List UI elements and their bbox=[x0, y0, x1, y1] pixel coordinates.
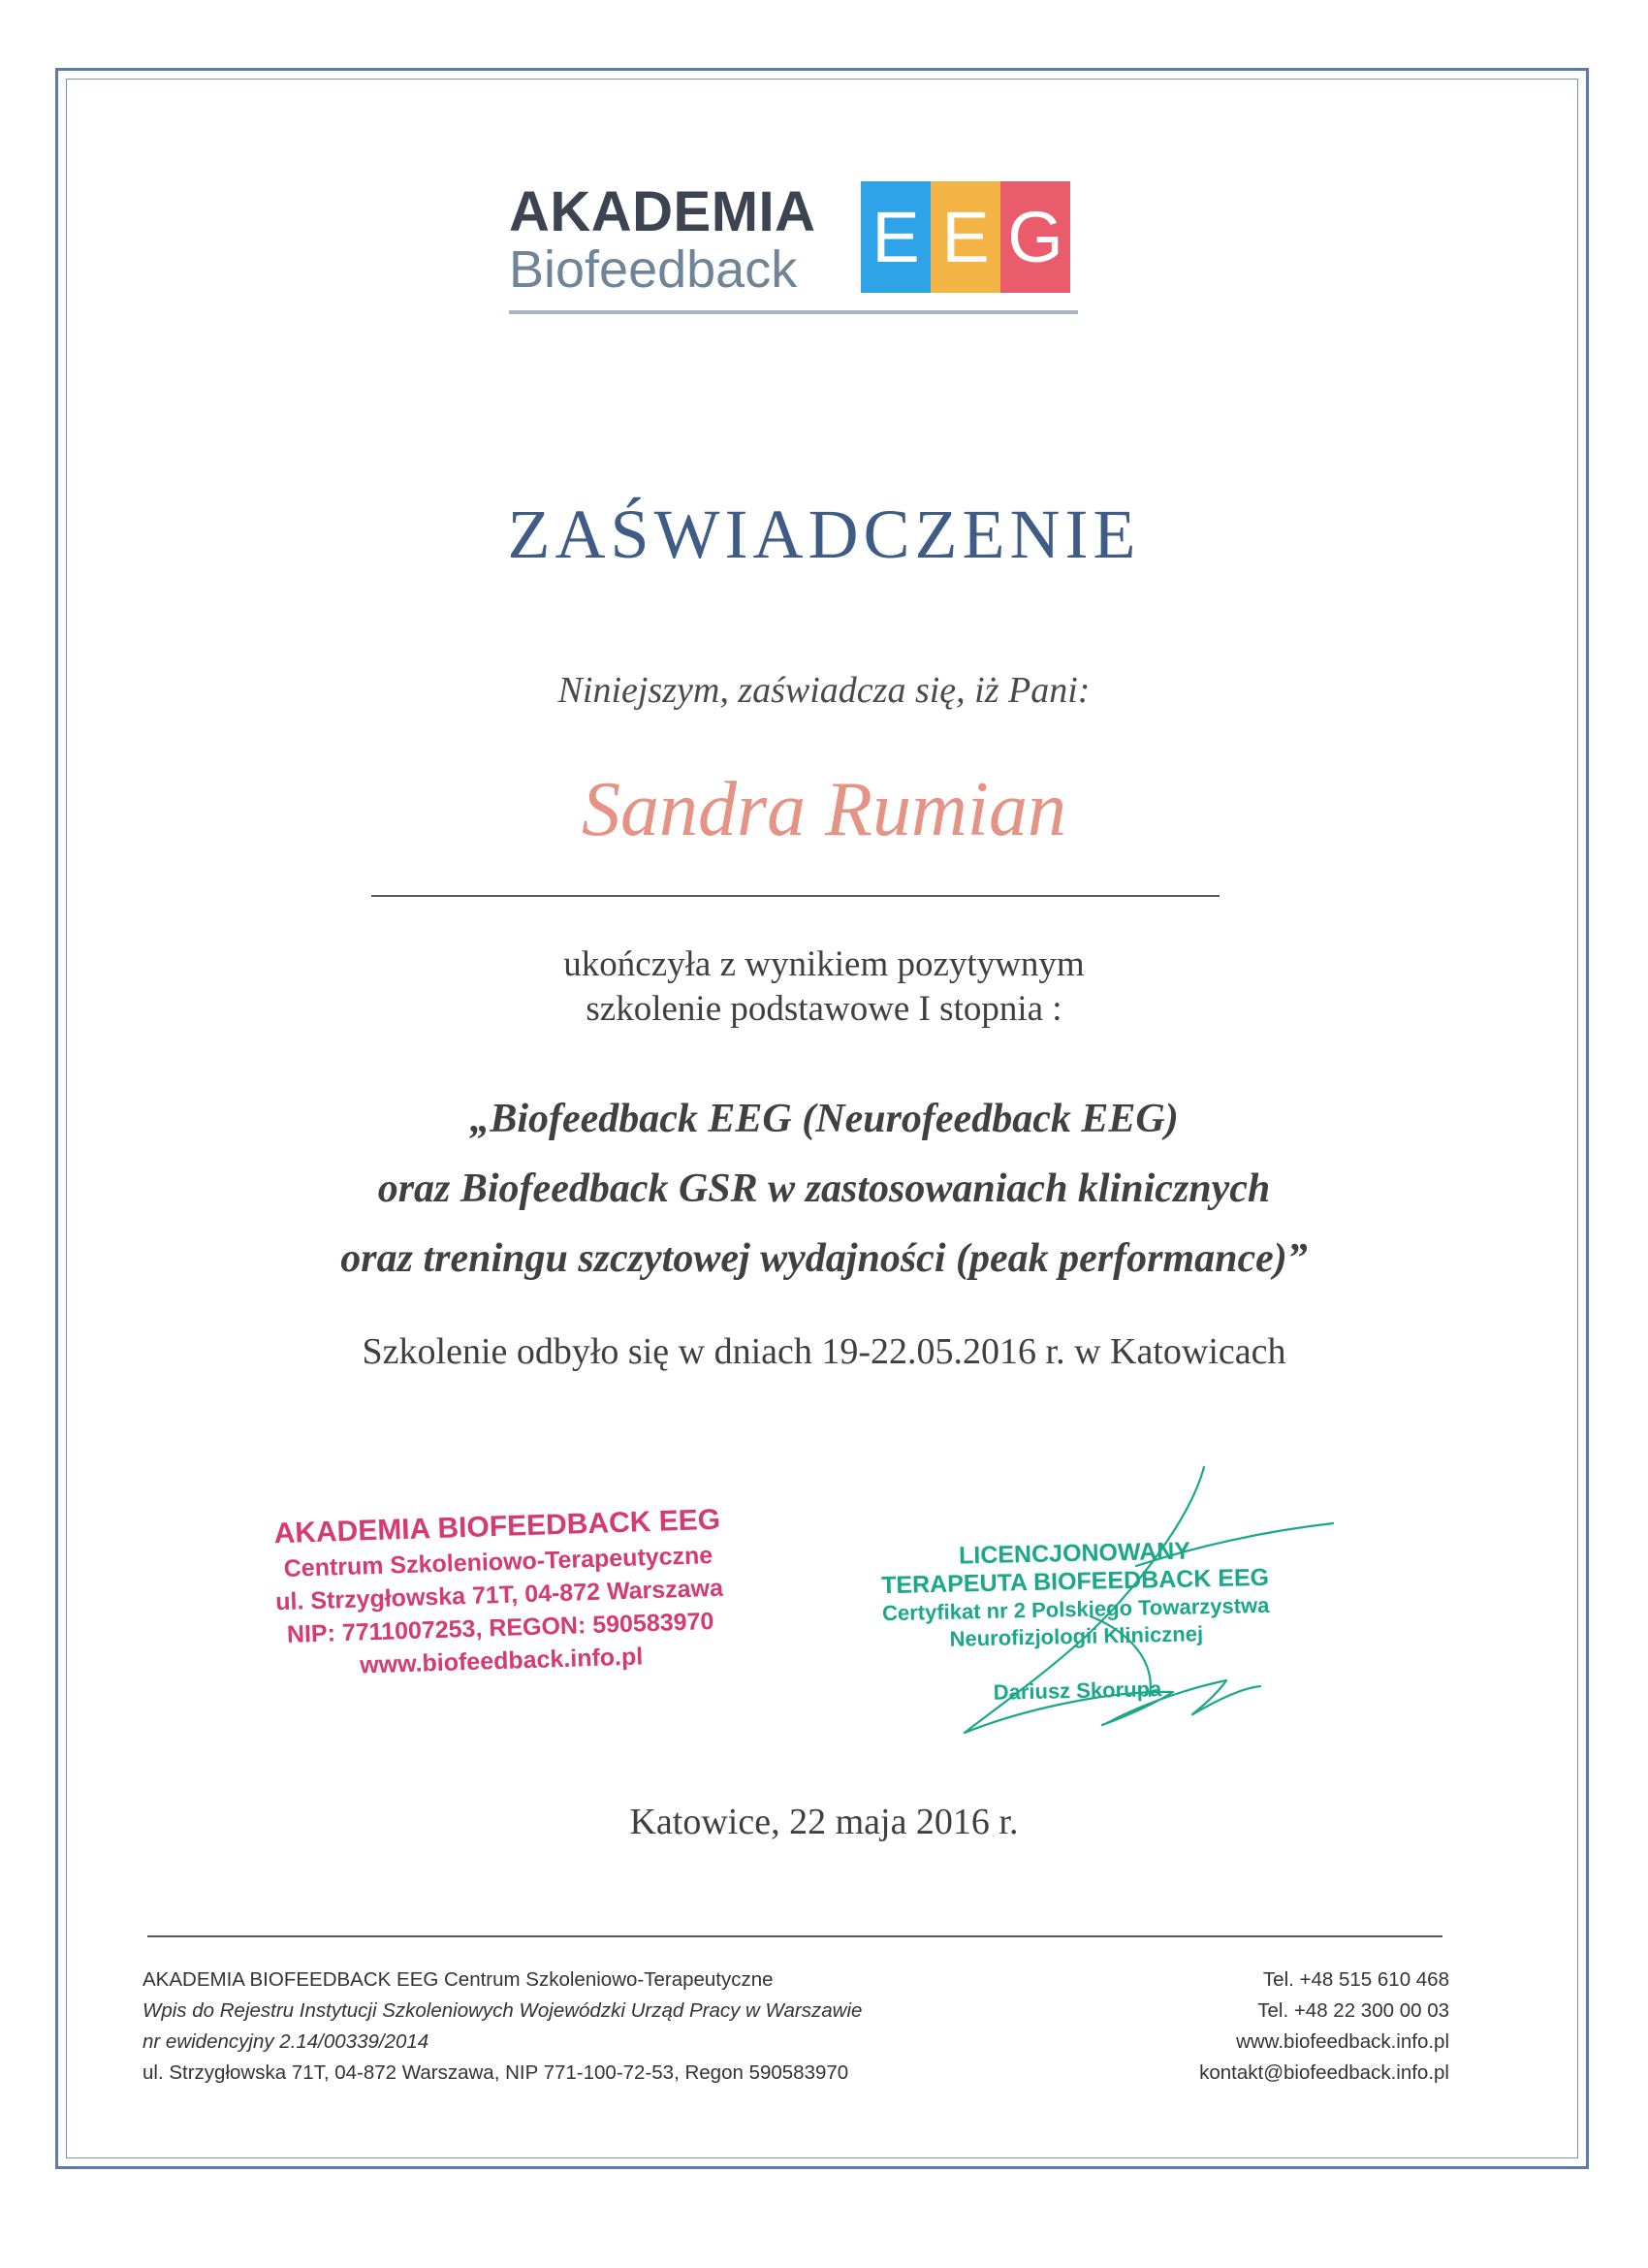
course-line-1: „Biofeedback EEG (Neurofeedback EEG) bbox=[469, 1097, 1179, 1141]
intro-text: Niniejszym, zaświadcza się, iż Pani: bbox=[557, 670, 1091, 711]
logo bbox=[504, 179, 1086, 320]
therapist-stamp-line-4: Neurofizjologii Klinicznej bbox=[949, 1621, 1204, 1651]
completion-line-2: szkolenie podstawowe I stopnia : bbox=[586, 989, 1062, 1029]
footer-divider bbox=[147, 1935, 1442, 1937]
academy-stamp-line-2: Centrum Szkoleniowo-Terapeutyczne bbox=[283, 1542, 713, 1582]
footer-left bbox=[143, 1965, 862, 2089]
academy-stamp-line-5: www.biofeedback.info.pl bbox=[359, 1643, 644, 1679]
footer-website: www.biofeedback.info.pl bbox=[1236, 2030, 1449, 2053]
footer-email: kontakt@biofeedback.info.pl bbox=[1199, 2061, 1449, 2084]
certificate-title: ZAŚWIADCZENIE bbox=[507, 495, 1141, 573]
logo-word-biofeedback: Biofeedback bbox=[509, 240, 798, 299]
signature bbox=[931, 1459, 1347, 1750]
course-line-2: oraz Biofeedback GSR w zastosowaniach klinicznych bbox=[377, 1166, 1271, 1211]
academy-stamp-line-3: ul. Strzygłowska 71T, 04-872 Warszawa bbox=[274, 1574, 724, 1616]
footer-phone-1: Tel. +48 515 610 468 bbox=[1262, 1968, 1449, 1991]
place-and-date: Katowice, 22 maja 2016 r. bbox=[629, 1802, 1019, 1842]
footer-address: ul. Strzygłowska 71T, 04-872 Warszawa, NIP 771-100-72-53, Regon 590583970 bbox=[143, 2061, 849, 2084]
course-line-3: oraz treningu szczytowej wydajności (peak performance)” bbox=[340, 1236, 1308, 1281]
training-dates: Szkolenie odbyło się w dniach 19-22.05.2016 r. w Katowicach bbox=[362, 1331, 1286, 1372]
academy-stamp-line-4: NIP: 7711007253, REGON: 590583970 bbox=[286, 1608, 714, 1648]
therapist-stamp-line-3: Certyfikat nr 2 Polskiego Towarzystwa bbox=[881, 1592, 1270, 1626]
therapist-stamp-line-2: TERAPEUTA BIOFEEDBACK EEG bbox=[880, 1563, 1270, 1600]
footer-contact bbox=[1199, 1965, 1449, 2089]
academy-stamp-line-1: AKADEMIA BIOFEEDBACK EEG bbox=[273, 1503, 721, 1550]
therapist-stamp-name: Dariusz Skorupa bbox=[993, 1677, 1162, 1705]
footer-company: AKADEMIA BIOFEEDBACK EEG Centrum Szkoleniowo-Terapeutyczne bbox=[143, 1968, 774, 1991]
logo-word-akademia: AKADEMIA bbox=[509, 180, 816, 243]
name-underline bbox=[371, 895, 1220, 897]
logo-tile-g: G bbox=[1000, 181, 1070, 293]
footer-registry-number: nr ewidencyjny 2.14/00339/2014 bbox=[143, 2030, 429, 2053]
completion-text bbox=[0, 942, 1648, 1032]
logo-tile-e2: E bbox=[931, 181, 1000, 293]
completion-line-1: ukończyła z wynikiem pozytywnym bbox=[563, 944, 1085, 984]
course-title bbox=[0, 1084, 1648, 1294]
academy-stamp bbox=[269, 1502, 729, 1685]
logo-tile-e1: E bbox=[861, 181, 931, 293]
logo-underline bbox=[509, 310, 1078, 314]
footer-phone-2: Tel. +48 22 300 00 03 bbox=[1257, 1999, 1449, 2022]
footer-registry: Wpis do Rejestru Instytucji Szkoleniowych Wojewódzki Urząd Pracy w Warszawie bbox=[143, 1999, 863, 2022]
logo-tiles bbox=[861, 181, 1070, 293]
recipient-name: Sandra Rumian bbox=[582, 767, 1066, 852]
therapist-stamp-line-1: LICENCJONOWANY bbox=[958, 1537, 1191, 1570]
